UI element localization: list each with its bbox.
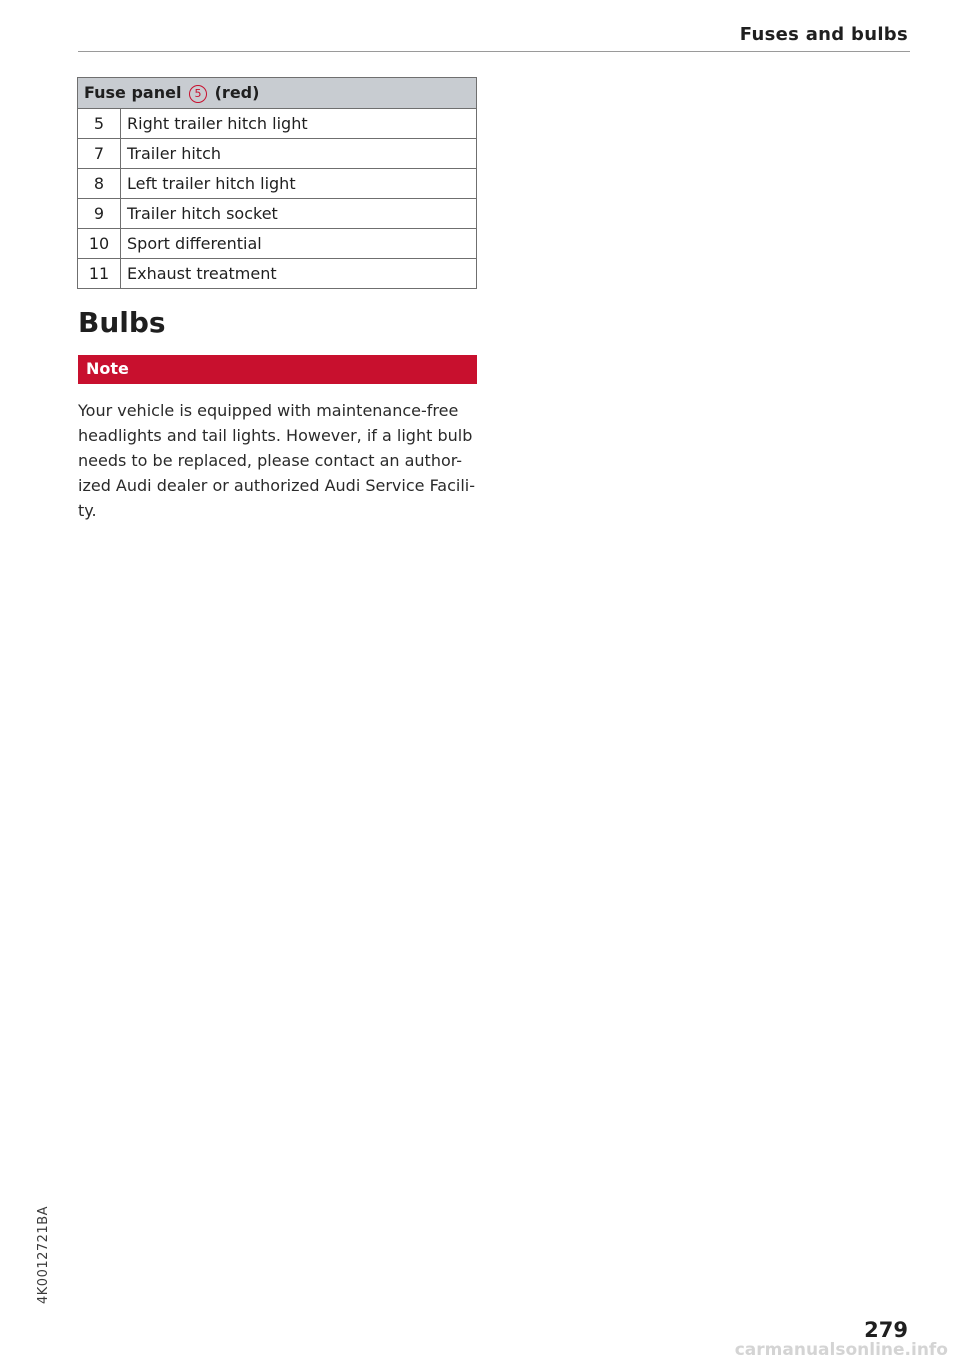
table-row	[78, 169, 477, 199]
panel-number-badge: 5	[189, 85, 207, 103]
fuse-number: 8	[78, 169, 121, 199]
note-line: ty.	[78, 501, 97, 520]
section-title: Fuses and bulbs	[739, 24, 908, 45]
watermark: carmanualsonline.info	[734, 1340, 948, 1360]
bulbs-heading: Bulbs	[78, 306, 166, 339]
table-row	[78, 109, 477, 139]
table-row	[78, 199, 477, 229]
fuse-number: 9	[78, 199, 121, 229]
fuse-description: Sport differential	[121, 229, 477, 259]
note-line: Your vehicle is equipped with maintenance-free	[78, 401, 459, 420]
fuse-description: Trailer hitch	[121, 139, 477, 169]
fuse-table-title-suffix: (red)	[214, 83, 260, 103]
note-line: needs to be replaced, please contact an author-	[78, 451, 463, 470]
fuse-number: 10	[78, 229, 121, 259]
fuse-description: Trailer hitch socket	[121, 199, 477, 229]
note-line: ized Audi dealer or authorized Audi Service Facili-	[78, 476, 476, 495]
fuse-number: 7	[78, 139, 121, 169]
table-row	[78, 259, 477, 289]
note-body	[78, 398, 478, 523]
note-label: Note	[86, 359, 129, 378]
fuse-table-title	[78, 78, 477, 109]
fuse-description: Left trailer hitch light	[121, 169, 477, 199]
table-row	[78, 139, 477, 169]
document-code: 4K0012721BA	[36, 1205, 51, 1304]
fuse-panel-table	[77, 77, 477, 289]
fuse-description: Right trailer hitch light	[121, 109, 477, 139]
fuse-number: 5	[78, 109, 121, 139]
fuse-table-header-row	[78, 78, 477, 109]
fuse-table-title-prefix: Fuse panel	[84, 83, 182, 103]
header-divider	[78, 51, 910, 52]
note-banner	[78, 355, 477, 384]
fuse-description: Exhaust treatment	[121, 259, 477, 289]
table-row	[78, 229, 477, 259]
note-line: headlights and tail lights. However, if a light bulb	[78, 426, 473, 445]
fuse-number: 11	[78, 259, 121, 289]
page-number: 279	[864, 1318, 908, 1342]
